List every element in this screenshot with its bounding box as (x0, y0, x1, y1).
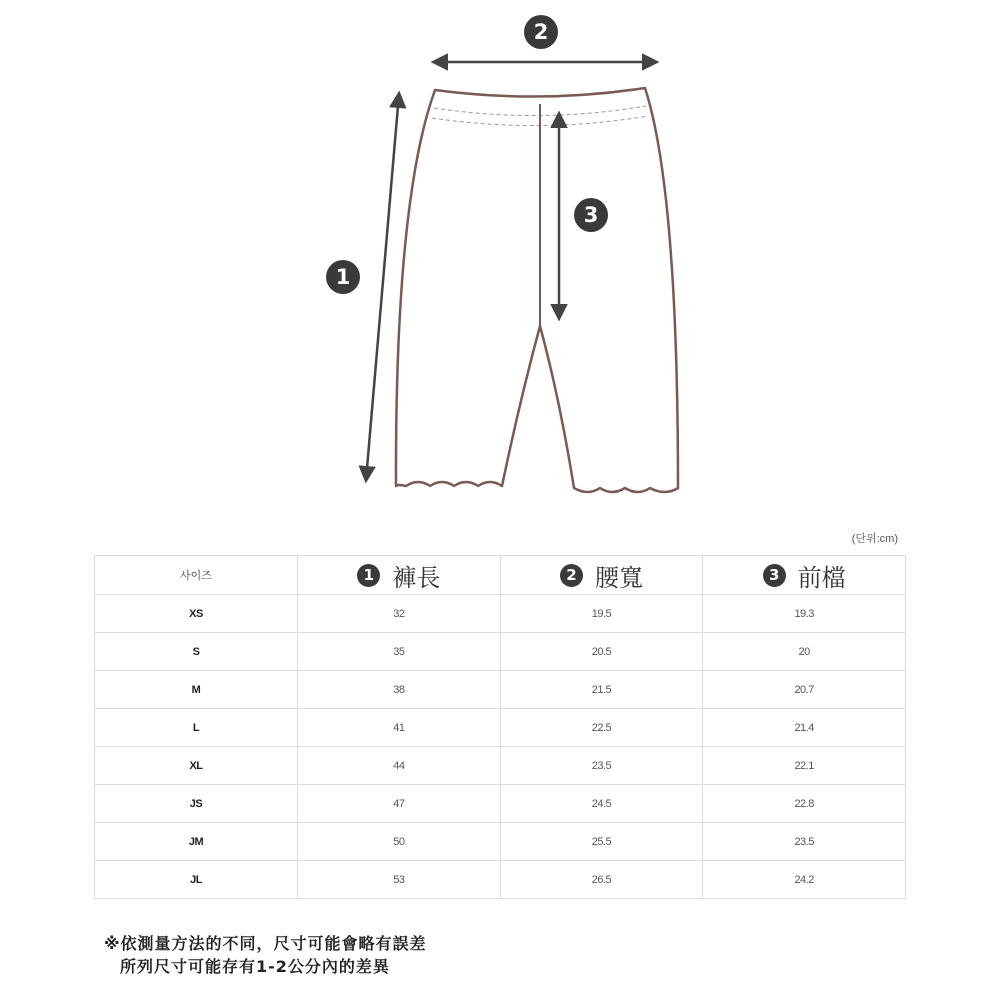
waist-value: 20.5 (500, 633, 703, 671)
marker-1-badge (326, 260, 360, 294)
badge-3-icon: 3 (763, 564, 786, 587)
rise-value: 22.8 (703, 785, 906, 823)
shorts-outline (396, 88, 678, 492)
rise-value: 22.1 (703, 747, 906, 785)
marker-2-badge (524, 15, 558, 49)
waist-value: 26.5 (500, 861, 703, 899)
waist-value: 23.5 (500, 747, 703, 785)
row-size-label: XS (95, 595, 298, 633)
note-line-1: ※依測量方法的不同，尺寸可能會略有誤差 (104, 934, 427, 953)
row-size-label: JM (95, 823, 298, 861)
waist-value: 19.5 (500, 595, 703, 633)
measurement-note (104, 932, 427, 978)
rise-value: 20 (703, 633, 906, 671)
size-table (94, 555, 906, 899)
rise-value: 21.4 (703, 709, 906, 747)
row-size-label: M (95, 671, 298, 709)
length-value: 32 (298, 595, 501, 633)
size-column-header: 사이즈 (95, 556, 298, 595)
row-size-label: L (95, 709, 298, 747)
row-size-label: S (95, 633, 298, 671)
size-table-header (95, 556, 906, 595)
rise-value: 24.2 (703, 861, 906, 899)
row-size-label: JL (95, 861, 298, 899)
length-value: 47 (298, 785, 501, 823)
marker-3-badge (574, 198, 608, 232)
row-size-label: JS (95, 785, 298, 823)
table-row (95, 671, 906, 709)
svg-text:3: 3 (583, 203, 599, 227)
rise-column-header: 3 前檔 (703, 556, 906, 595)
table-row (95, 595, 906, 633)
waist-value: 22.5 (500, 709, 703, 747)
table-row (95, 709, 906, 747)
rise-value: 19.3 (703, 595, 906, 633)
length-column-header: 1 褲長 (298, 556, 501, 595)
rise-value: 23.5 (703, 823, 906, 861)
length-arrow (366, 94, 399, 480)
table-row (95, 633, 906, 671)
badge-2-icon: 2 (560, 564, 583, 587)
svg-text:1: 1 (335, 265, 351, 289)
length-value: 44 (298, 747, 501, 785)
table-row (95, 785, 906, 823)
rise-value: 20.7 (703, 671, 906, 709)
table-row (95, 747, 906, 785)
length-value: 50 (298, 823, 501, 861)
length-value: 53 (298, 861, 501, 899)
svg-text:2: 2 (533, 20, 549, 44)
row-size-label: XL (95, 747, 298, 785)
unit-label: (단위:cm) (851, 533, 898, 545)
length-value: 35 (298, 633, 501, 671)
length-value: 41 (298, 709, 501, 747)
table-row (95, 823, 906, 861)
waist-value: 25.5 (500, 823, 703, 861)
length-value: 38 (298, 671, 501, 709)
badge-1-icon: 1 (357, 564, 380, 587)
table-row (95, 861, 906, 899)
waist-value: 24.5 (500, 785, 703, 823)
waist-value: 21.5 (500, 671, 703, 709)
waist-column-header: 2 腰寬 (500, 556, 703, 595)
note-line-2: 所列尺寸可能存有1-2公分內的差異 (120, 957, 390, 976)
